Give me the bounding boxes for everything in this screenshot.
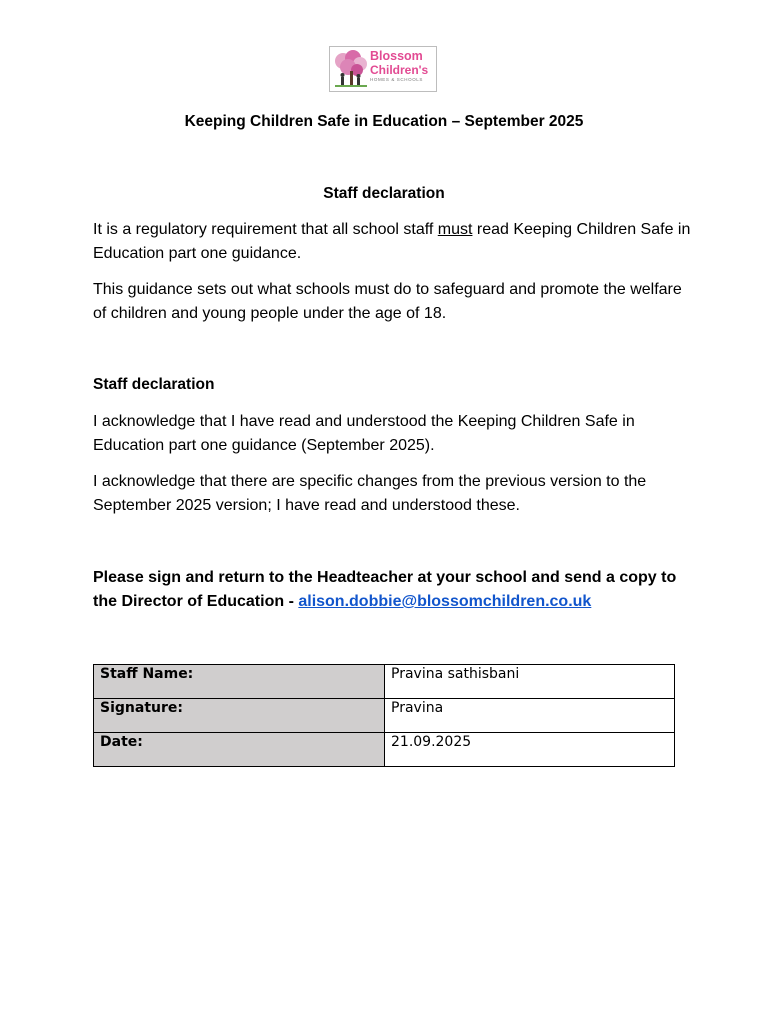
logo [329, 46, 437, 92]
intro-paragraph-2: This guidance sets out what schools must do to safeguard and promote the welfare of children and young people under the age of 18. [93, 281, 682, 322]
email-link[interactable]: alison.dobbie@blossomchildren.co.uk [298, 593, 592, 610]
intro-paragraph-1 [93, 218, 693, 266]
logo-line-1: Blossom [370, 49, 423, 63]
intro-text-after: read Keeping Children Safe in Education part one guidance. [93, 221, 691, 262]
signature-label: Signature: [94, 699, 385, 733]
declaration-paragraph-2: I acknowledge that there are specific changes from the previous version to the September 2025 version; I have read and understood these. [93, 473, 647, 514]
signature-value[interactable]: Pravina [385, 699, 675, 733]
date-value[interactable]: 21.09.2025 [385, 733, 675, 767]
declaration-paragraph-1: I acknowledge that I have read and understood the Keeping Children Safe in Education part one guidance (September 2025). [93, 413, 635, 454]
document-title: Keeping Children Safe in Education – September 2025 [184, 113, 584, 130]
instruction-paragraph [93, 566, 693, 614]
blossom-tree-icon [333, 49, 369, 89]
date-label: Date: [94, 733, 385, 767]
staff-name-label: Staff Name: [94, 665, 385, 699]
intro-text-before: It is a regulatory requirement that all school staff [93, 221, 438, 238]
declaration-heading: Staff declaration [93, 376, 215, 393]
staff-details-table [93, 664, 675, 767]
table-row [94, 699, 675, 733]
logo-line-2: Children's [370, 62, 429, 77]
emphasis-must: must [437, 221, 473, 238]
table-row [94, 733, 675, 767]
logo-line-3: HOMES & SCHOOLS [370, 76, 424, 82]
section-heading: Staff declaration [323, 185, 445, 202]
staff-name-value[interactable]: Pravina sathisbani [385, 665, 675, 699]
table-row [94, 665, 675, 699]
instruction-text: Please sign and return to the Headteacher at your school and send a copy to the Director of Education - [93, 569, 677, 610]
